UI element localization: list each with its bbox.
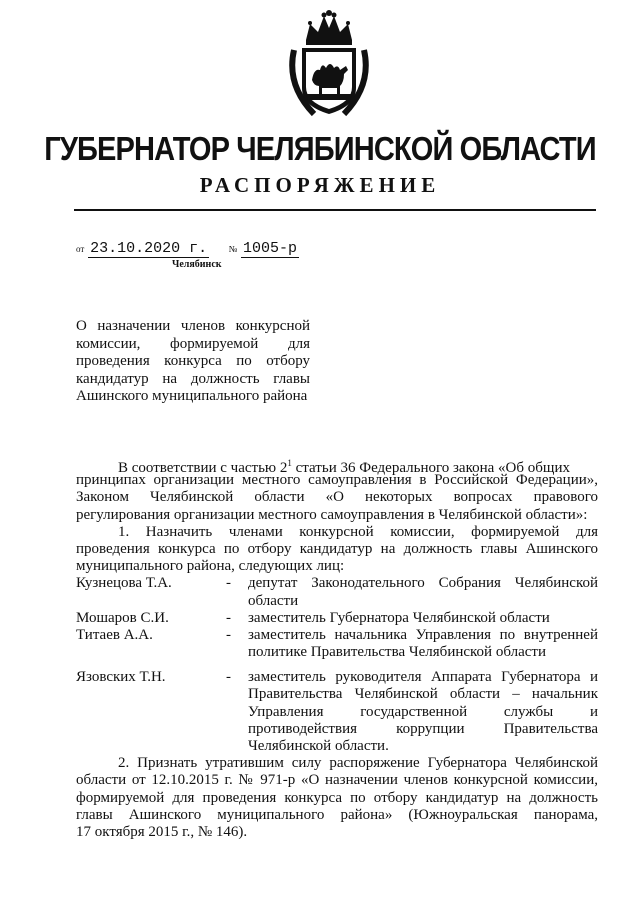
member-dash: - [226, 609, 231, 626]
document-city: Челябинск [172, 259, 222, 270]
item1-line: муниципального района, следующих лиц: [76, 558, 345, 575]
item2-line: области от 12.10.2015 г. № 971-р «О назначении членов конкурсной комиссии, [76, 772, 598, 789]
member-name: Кузнецова Т.А. [76, 575, 172, 592]
member-name: Язовских Т.Н. [76, 669, 166, 686]
role-line: Управления государственной службы и [248, 703, 598, 720]
role-line: депутат Законодательного Собрания Челябинской [248, 575, 598, 592]
member-dash: - [226, 669, 231, 686]
date-prefix: от [76, 244, 85, 254]
role-line: заместитель руководителя Аппарата Губернатора и [248, 669, 598, 686]
preamble-line [76, 455, 598, 476]
role-line: заместитель начальника Управления по внутренней [248, 626, 598, 643]
item1-line: проведения конкурса по отбору кандидатур на должность главы Ашинского [76, 540, 598, 557]
item1-line: 1. Назначить членами конкурсной комиссии, формируемой для [118, 523, 598, 540]
member-dash: - [226, 575, 231, 592]
member-role [248, 610, 598, 627]
document-subject [76, 318, 310, 406]
document-type: РАСПОРЯЖЕНИЕ [199, 173, 441, 197]
member-role [248, 627, 598, 661]
number-sign: № [228, 244, 238, 254]
role-line: противодействия коррупции Правительства [248, 720, 598, 737]
subject-line: кандидатур на должность главы [76, 370, 310, 387]
superscript: 1 [287, 458, 292, 468]
item2-line: формируемой для проведения конкурса по отбору кандидатур на должность [76, 789, 598, 806]
member-entry [76, 627, 598, 661]
subject-line: комиссии, формируемой для [76, 335, 310, 352]
coat-of-arms-emblem [284, 10, 374, 122]
subject-line: Ашинского муниципального района [76, 388, 308, 404]
member-entry [76, 669, 598, 755]
preamble-line: принципах организации местного самоуправления в Российской Федерации», [76, 472, 598, 489]
role-line: области [248, 592, 299, 609]
role-line: Правительства Челябинской области – начальник [248, 686, 598, 703]
member-dash: - [226, 626, 231, 643]
member-name: Мошаров С.И. [76, 609, 169, 626]
preamble-line: Законом Челябинской области «О некоторых вопросах правового [76, 489, 598, 506]
header-divider [74, 209, 596, 211]
document-number: 1005-р [242, 240, 297, 257]
item2-line: 17 октября 2015 г., № 146). [76, 823, 248, 840]
subject-line: О назначении членов конкурсной [76, 318, 310, 334]
governor-title: ГУБЕРНАТОР ЧЕЛЯБИНСКОЙ ОБЛАСТИ [44, 130, 596, 167]
preamble-text: В соответствии с частью 2 [118, 460, 288, 476]
role-line: заместитель Губернатора Челябинской области [248, 609, 550, 626]
preamble-line: регулирования организации местного самоуправления в Челябинской области»: [76, 506, 588, 523]
member-role [248, 669, 598, 755]
item2-line: главы Ашинского муниципального района» (Южноуральская панорама, [76, 806, 598, 823]
role-line: Челябинской области. [248, 738, 389, 754]
subject-line: проведения конкурса по отбору [76, 353, 310, 369]
document-date: 23.10.2020 г. [90, 240, 208, 257]
member-role [248, 575, 598, 609]
dateline [76, 240, 299, 257]
member-entry [76, 575, 598, 609]
preamble-text: статьи 36 Федерального закона «Об общих [291, 460, 570, 476]
role-line: политике Правительства Челябинской области [248, 644, 546, 661]
item2-line: 2. Признать утратившим силу распоряжение Губернатора Челябинской [118, 755, 598, 772]
document-body [76, 455, 598, 841]
member-name: Титаев А.А. [76, 626, 153, 643]
member-entry [76, 610, 598, 627]
